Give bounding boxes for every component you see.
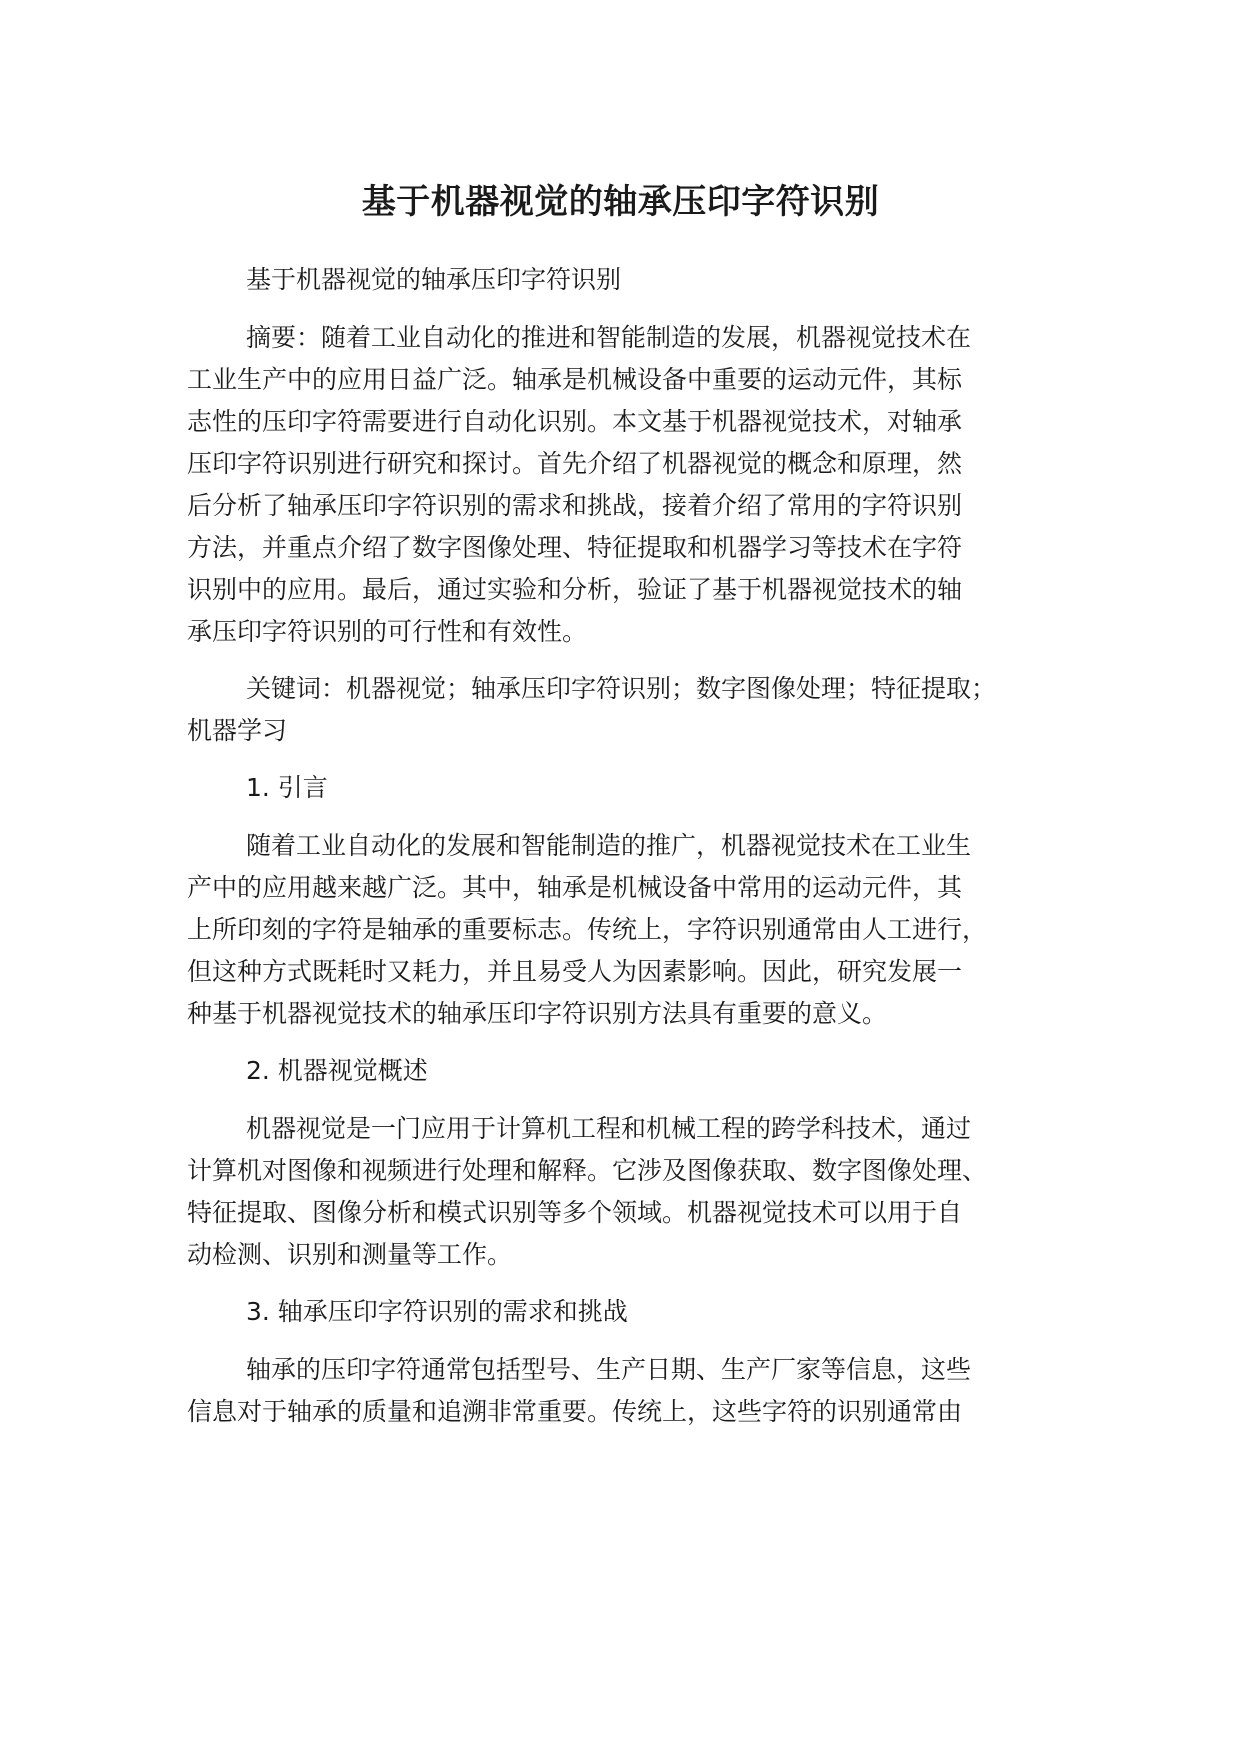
abstract-line-3: 志性的压印字符需要进行自动化识别。本文基于机器视觉技术，对轴承 (187, 407, 963, 436)
abstract-line-4: 压印字符识别进行研究和探讨。首先介绍了机器视觉的概念和原理，然 (187, 449, 963, 478)
abstract-line-7: 识别中的应用。最后，通过实验和分析，验证了基于机器视觉技术的轴 (187, 575, 963, 604)
requirements-line-2: 信息对于轴承的质量和追溯非常重要。传统上，这些字符的识别通常由 (187, 1397, 963, 1426)
machine-vision-line-2: 计算机对图像和视频进行处理和解释。它涉及图像获取、数字图像处理、 (187, 1156, 988, 1185)
machine-vision-line-3: 特征提取、图像分析和模式识别等多个领域。机器视觉技术可以用于自 (187, 1198, 963, 1227)
section-heading-requirements: 3. 轴承压印字符识别的需求和挑战 (246, 1297, 628, 1326)
machine-vision-line-4: 动检测、识别和测量等工作。 (187, 1240, 513, 1269)
abstract-line-8: 承压印字符识别的可行性和有效性。 (187, 617, 588, 646)
document-title: 基于机器视觉的轴承压印字符识别 (361, 182, 880, 222)
introduction-line-5: 种基于机器视觉技术的轴承压印字符识别方法具有重要的意义。 (187, 999, 888, 1028)
keywords-line-2: 机器学习 (187, 716, 288, 745)
abstract-line-1: 摘要：随着工业自动化的推进和智能制造的发展，机器视觉技术在 (246, 323, 972, 352)
abstract-line-2: 工业生产中的应用日益广泛。轴承是机械设备中重要的运动元件，其标 (187, 365, 963, 394)
introduction-line-4: 但这种方式既耗时又耗力，并且易受人为因素影响。因此，研究发展一 (187, 957, 963, 986)
introduction-line-2: 产中的应用越来越广泛。其中，轴承是机械设备中常用的运动元件，其 (187, 873, 963, 902)
requirements-line-1: 轴承的压印字符通常包括型号、生产日期、生产厂家等信息，这些 (246, 1355, 972, 1384)
keywords-line-1: 关键词：机器视觉；轴承压印字符识别；数字图像处理；特征提取； (246, 674, 997, 703)
subtitle-line: 基于机器视觉的轴承压印字符识别 (246, 265, 622, 294)
section-heading-introduction: 1. 引言 (246, 773, 328, 802)
introduction-line-3: 上所印刻的字符是轴承的重要标志。传统上，字符识别通常由人工进行， (187, 915, 988, 944)
abstract-line-6: 方法，并重点介绍了数字图像处理、特征提取和机器学习等技术在字符 (187, 533, 963, 562)
section-heading-machine-vision: 2. 机器视觉概述 (246, 1056, 428, 1085)
abstract-line-5: 后分析了轴承压印字符识别的需求和挑战，接着介绍了常用的字符识别 (187, 491, 963, 520)
machine-vision-line-1: 机器视觉是一门应用于计算机工程和机械工程的跨学科技术，通过 (246, 1114, 972, 1143)
introduction-line-1: 随着工业自动化的发展和智能制造的推广，机器视觉技术在工业生 (246, 831, 972, 860)
